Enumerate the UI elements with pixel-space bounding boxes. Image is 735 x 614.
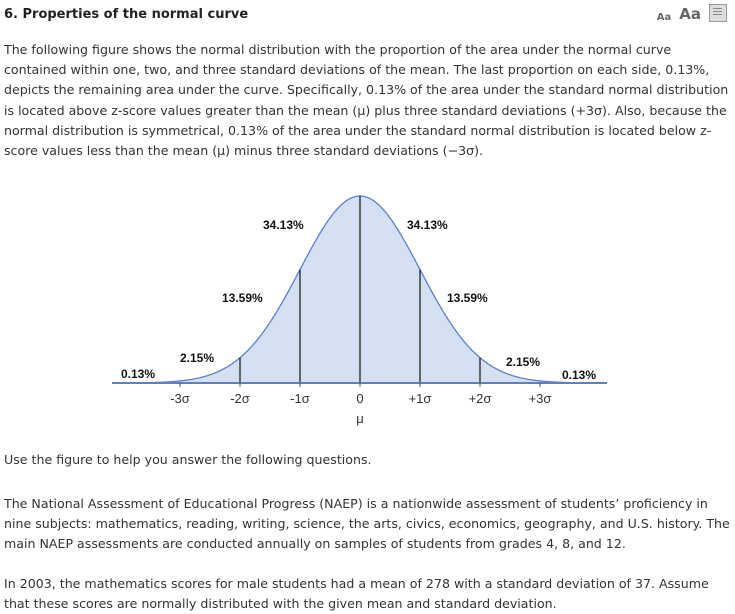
area-label: 0.13% [121,367,156,381]
area-label: 13.59% [222,291,263,305]
tick-label: +2σ [468,391,492,406]
area-label: 0.13% [562,368,597,382]
use-figure-text: Use the figure to help you answer the following questions. [4,452,372,467]
section-title: 6. Properties of the normal curve [4,7,249,22]
tick-label: 0 [356,391,364,406]
tick-label: +1σ [408,391,432,406]
toolbar [657,5,727,23]
increase-font-button[interactable]: Aa [679,5,701,23]
question-paragraph: In 2003, the mathematics scores for male students had a mean of 278 with a standard deviation of 37. Assume that these scores are normally distributed with the given mean and standard deviation. [4,576,709,612]
area-label: 2.15% [180,351,215,365]
print-icon[interactable] [709,4,727,22]
area-label: 13.59% [447,291,488,305]
mean-label: μ [356,411,364,426]
intro-paragraph: The following figure shows the normal distribution with the proportion of the area under the normal curve contained within one, two, and three standard deviations of the mean. The last proportion on each side, 0.13%, depicts the remaining area under the curve. Specifically, 0.13% of the area under the standard normal distribution is located above z-score values greater than the mean (μ) plus three standard deviations (+3σ). Also, because the normal distribution is symmetrical, 0.13% of the area under the standard normal distribution is located below z-score values less than the mean (μ) minus three standard deviations (−3σ). [4,42,729,159]
tick-label: -1σ [290,391,310,406]
tick-label: +3σ [528,391,552,406]
area-label: 2.15% [506,355,541,369]
area-label: 34.13% [263,218,304,232]
area-label: 34.13% [407,218,448,232]
decrease-font-button[interactable]: Aa [656,12,672,23]
naep-paragraph: The National Assessment of Educational Progress (NAEP) is a nationwide assessment of students’ proficiency in nine subjects: mathematics, reading, writing, science, the arts, civics, economics, geography, and U.S. history. The main NAEP assessments are conducted annually on samples of students from grades 4, 8, and 12. [4,496,730,552]
tick-label: -2σ [230,391,250,406]
normal-curve-figure [0,180,735,430]
tick-label: -3σ [170,391,190,406]
